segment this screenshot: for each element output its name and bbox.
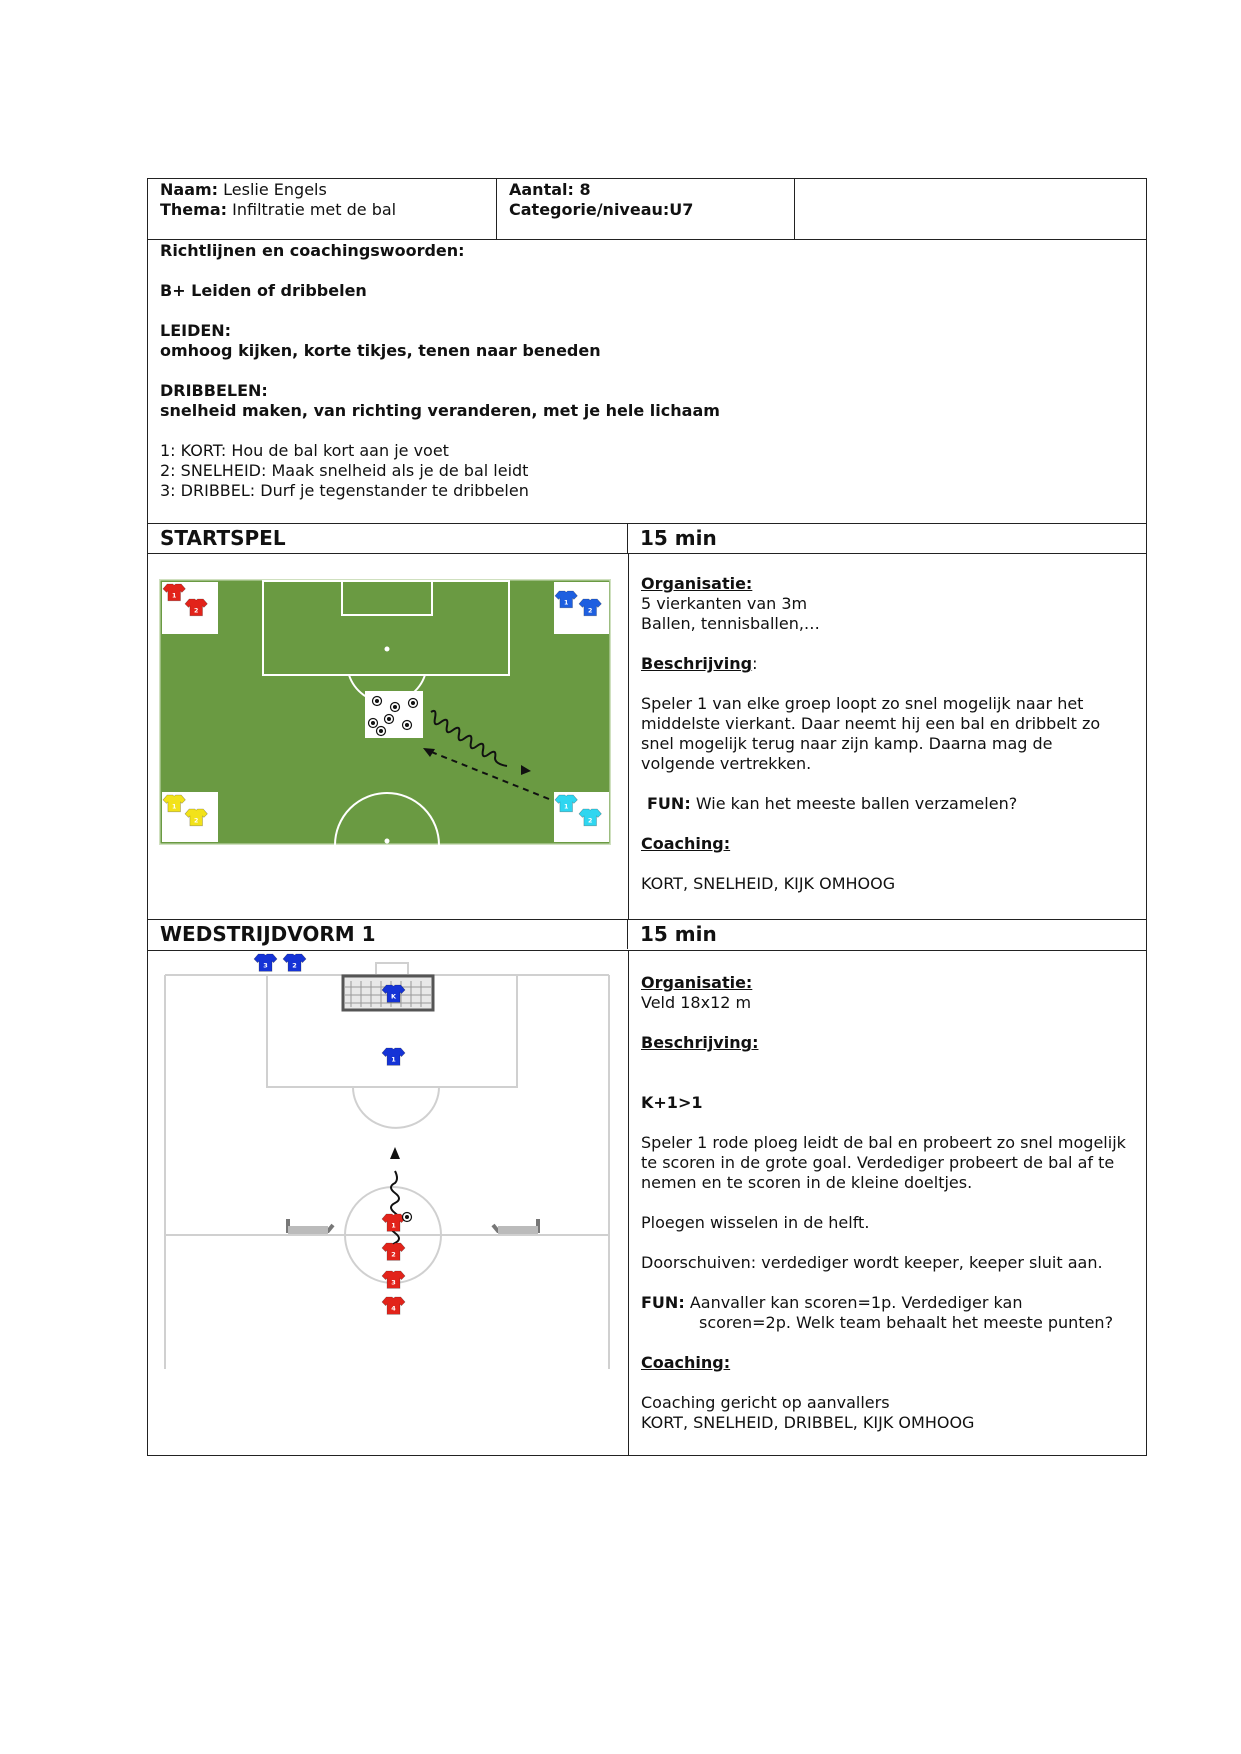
count-category-cell bbox=[497, 179, 795, 239]
thema-label: Thema: bbox=[160, 200, 228, 219]
training-sheet bbox=[147, 178, 1147, 1456]
shirt-number: 3 bbox=[391, 1278, 396, 1287]
shirt-number: 1 bbox=[391, 1055, 396, 1064]
coaching-text: KORT, SNELHEID, KIJK OMHOOG bbox=[641, 874, 896, 893]
organisatie-label: Organisatie: bbox=[641, 973, 753, 992]
empty-header-cell bbox=[795, 179, 1146, 239]
coaching-label: Coaching: bbox=[641, 1353, 731, 1372]
shirt-number: 2 bbox=[194, 817, 199, 825]
startspel-diagram-cell bbox=[148, 554, 629, 919]
shirt-number: 2 bbox=[391, 1250, 396, 1259]
shirt-number: 2 bbox=[292, 961, 297, 970]
shirt-icon bbox=[382, 1271, 405, 1288]
shirt-number: K bbox=[391, 992, 397, 1001]
wedstrijdvorm-text-cell bbox=[629, 951, 1146, 1455]
attack-arrow bbox=[391, 1171, 399, 1253]
wedstrijdvorm-diagram-cell bbox=[148, 951, 629, 1455]
startspel-duration: 15 min bbox=[640, 526, 717, 550]
beschrijving-colon: : bbox=[752, 654, 758, 673]
fun-label: FUN: bbox=[647, 794, 691, 813]
guidelines-title: Richtlijnen en coachingswoorden: bbox=[160, 241, 465, 260]
guidelines-cell bbox=[148, 240, 1146, 523]
coaching-line: KORT, SNELHEID, DRIBBEL, KIJK OMHOOG bbox=[641, 1413, 975, 1432]
shirt-number: 2 bbox=[588, 817, 593, 825]
beschrijving-line bbox=[641, 654, 1134, 674]
shirt-number: 2 bbox=[194, 607, 199, 615]
fun-line bbox=[641, 1293, 1134, 1313]
guideline-point: 3: DRIBBEL: Durf je tegenstander te dribbelen bbox=[160, 481, 529, 500]
shirt-icon bbox=[382, 1048, 405, 1065]
wedstrijdvorm-duration: 15 min bbox=[640, 922, 717, 946]
fun-label: FUN: bbox=[641, 1293, 685, 1312]
wedstrijdvorm-field-diagram bbox=[153, 951, 623, 1381]
shirt-number: 1 bbox=[564, 803, 569, 811]
shirt-number: 1 bbox=[172, 803, 177, 811]
organisatie-line: 5 vierkanten van 3m bbox=[641, 594, 808, 613]
startspel-body-row bbox=[147, 553, 1147, 919]
description-line: Speler 1 rode ploeg leidt de bal en probeert zo snel mogelijk bbox=[641, 1133, 1126, 1152]
wedstrijdvorm-header-row bbox=[147, 919, 1147, 950]
organisatie-label: Organisatie: bbox=[641, 574, 753, 593]
thema-line bbox=[160, 200, 484, 220]
aantal: Aantal: 8 bbox=[509, 180, 591, 199]
header-row bbox=[147, 178, 1147, 239]
fun-text: Aanvaller kan scoren=1p. Verdediger kan bbox=[689, 1293, 1023, 1312]
small-goal-right bbox=[493, 1219, 538, 1234]
startspel-title: STARTSPEL bbox=[148, 524, 628, 553]
beschrijving-label: Beschrijving bbox=[641, 654, 753, 673]
fun-text: Wie kan het meeste ballen verzamelen? bbox=[695, 794, 1018, 813]
shirt-number: 1 bbox=[172, 592, 177, 600]
naam-value: Leslie Engels bbox=[223, 180, 327, 199]
thema-value: Infiltratie met de bal bbox=[232, 200, 397, 219]
wissel-text: Ploegen wisselen in de helft. bbox=[641, 1213, 870, 1232]
ball bbox=[403, 1213, 412, 1222]
formation: K+1>1 bbox=[641, 1093, 703, 1112]
shirt-icon bbox=[283, 954, 306, 971]
categorie: Categorie/niveau:U7 bbox=[509, 200, 694, 219]
doorschuiven-text: Doorschuiven: verdediger wordt keeper, keeper sluit aan. bbox=[641, 1253, 1103, 1272]
guideline-point: 2: SNELHEID: Maak snelheid als je de bal leidt bbox=[160, 461, 529, 480]
shirt-icon bbox=[382, 1243, 405, 1260]
small-goal-left bbox=[288, 1219, 333, 1234]
description-line: te scoren in de grote goal. Verdediger probeert de bal af te bbox=[641, 1153, 1115, 1172]
coaching-line: Coaching gericht op aanvallers bbox=[641, 1393, 890, 1412]
shirt-number: 4 bbox=[391, 1304, 396, 1313]
wedstrijdvorm-body-row bbox=[147, 950, 1147, 1456]
startspel-text-cell bbox=[629, 554, 1146, 919]
leiden-text: omhoog kijken, korte tikjes, tenen naar beneden bbox=[160, 341, 601, 360]
shirt-icon bbox=[382, 1297, 405, 1314]
coaching-label: Coaching: bbox=[641, 834, 731, 853]
description-line: Speler 1 van elke groep loopt zo snel mogelijk naar het bbox=[641, 694, 1084, 713]
guidelines-row bbox=[147, 239, 1147, 523]
description-line: middelste vierkant. Daar neemt hij een bal en dribbelt zo bbox=[641, 714, 1101, 733]
dribbelen-title: DRIBBELEN: bbox=[160, 381, 268, 400]
naam-label: Naam: bbox=[160, 180, 219, 199]
shirt-number: 1 bbox=[564, 599, 569, 607]
startspel-header-row bbox=[147, 523, 1147, 553]
name-theme-cell bbox=[148, 179, 497, 239]
organisatie-text: Veld 18x12 m bbox=[641, 993, 752, 1012]
wedstrijdvorm-title: WEDSTRIJDVORM 1 bbox=[148, 920, 628, 949]
dribbelen-text: snelheid maken, van richting veranderen, met je hele lichaam bbox=[160, 401, 720, 420]
description-line: nemen en te scoren in de kleine doeltjes. bbox=[641, 1173, 973, 1192]
shirt-number: 1 bbox=[391, 1221, 396, 1230]
shirt-number: 2 bbox=[588, 607, 593, 615]
shirt-icon bbox=[254, 954, 277, 971]
beschrijving-label: Beschrijving: bbox=[641, 1033, 759, 1052]
leiden-title: LEIDEN: bbox=[160, 321, 232, 340]
fun-text-continued: scoren=2p. Welk team behaalt het meeste punten? bbox=[699, 1313, 1114, 1332]
startspel-pitch-diagram bbox=[159, 579, 611, 845]
guideline-point: 1: KORT: Hou de bal kort aan je voet bbox=[160, 441, 449, 460]
description-line: volgende vertrekken. bbox=[641, 754, 812, 773]
shirt-icon bbox=[382, 1214, 405, 1231]
description-line: snel mogelijk terug naar zijn kamp. Daarna mag de bbox=[641, 734, 1053, 753]
guidelines-subtitle: B+ Leiden of dribbelen bbox=[160, 281, 367, 300]
organisatie-line: Ballen, tennisballen,… bbox=[641, 614, 820, 633]
naam-line bbox=[160, 180, 484, 200]
fun-line bbox=[641, 794, 1134, 814]
shirt-number: 3 bbox=[263, 961, 268, 970]
